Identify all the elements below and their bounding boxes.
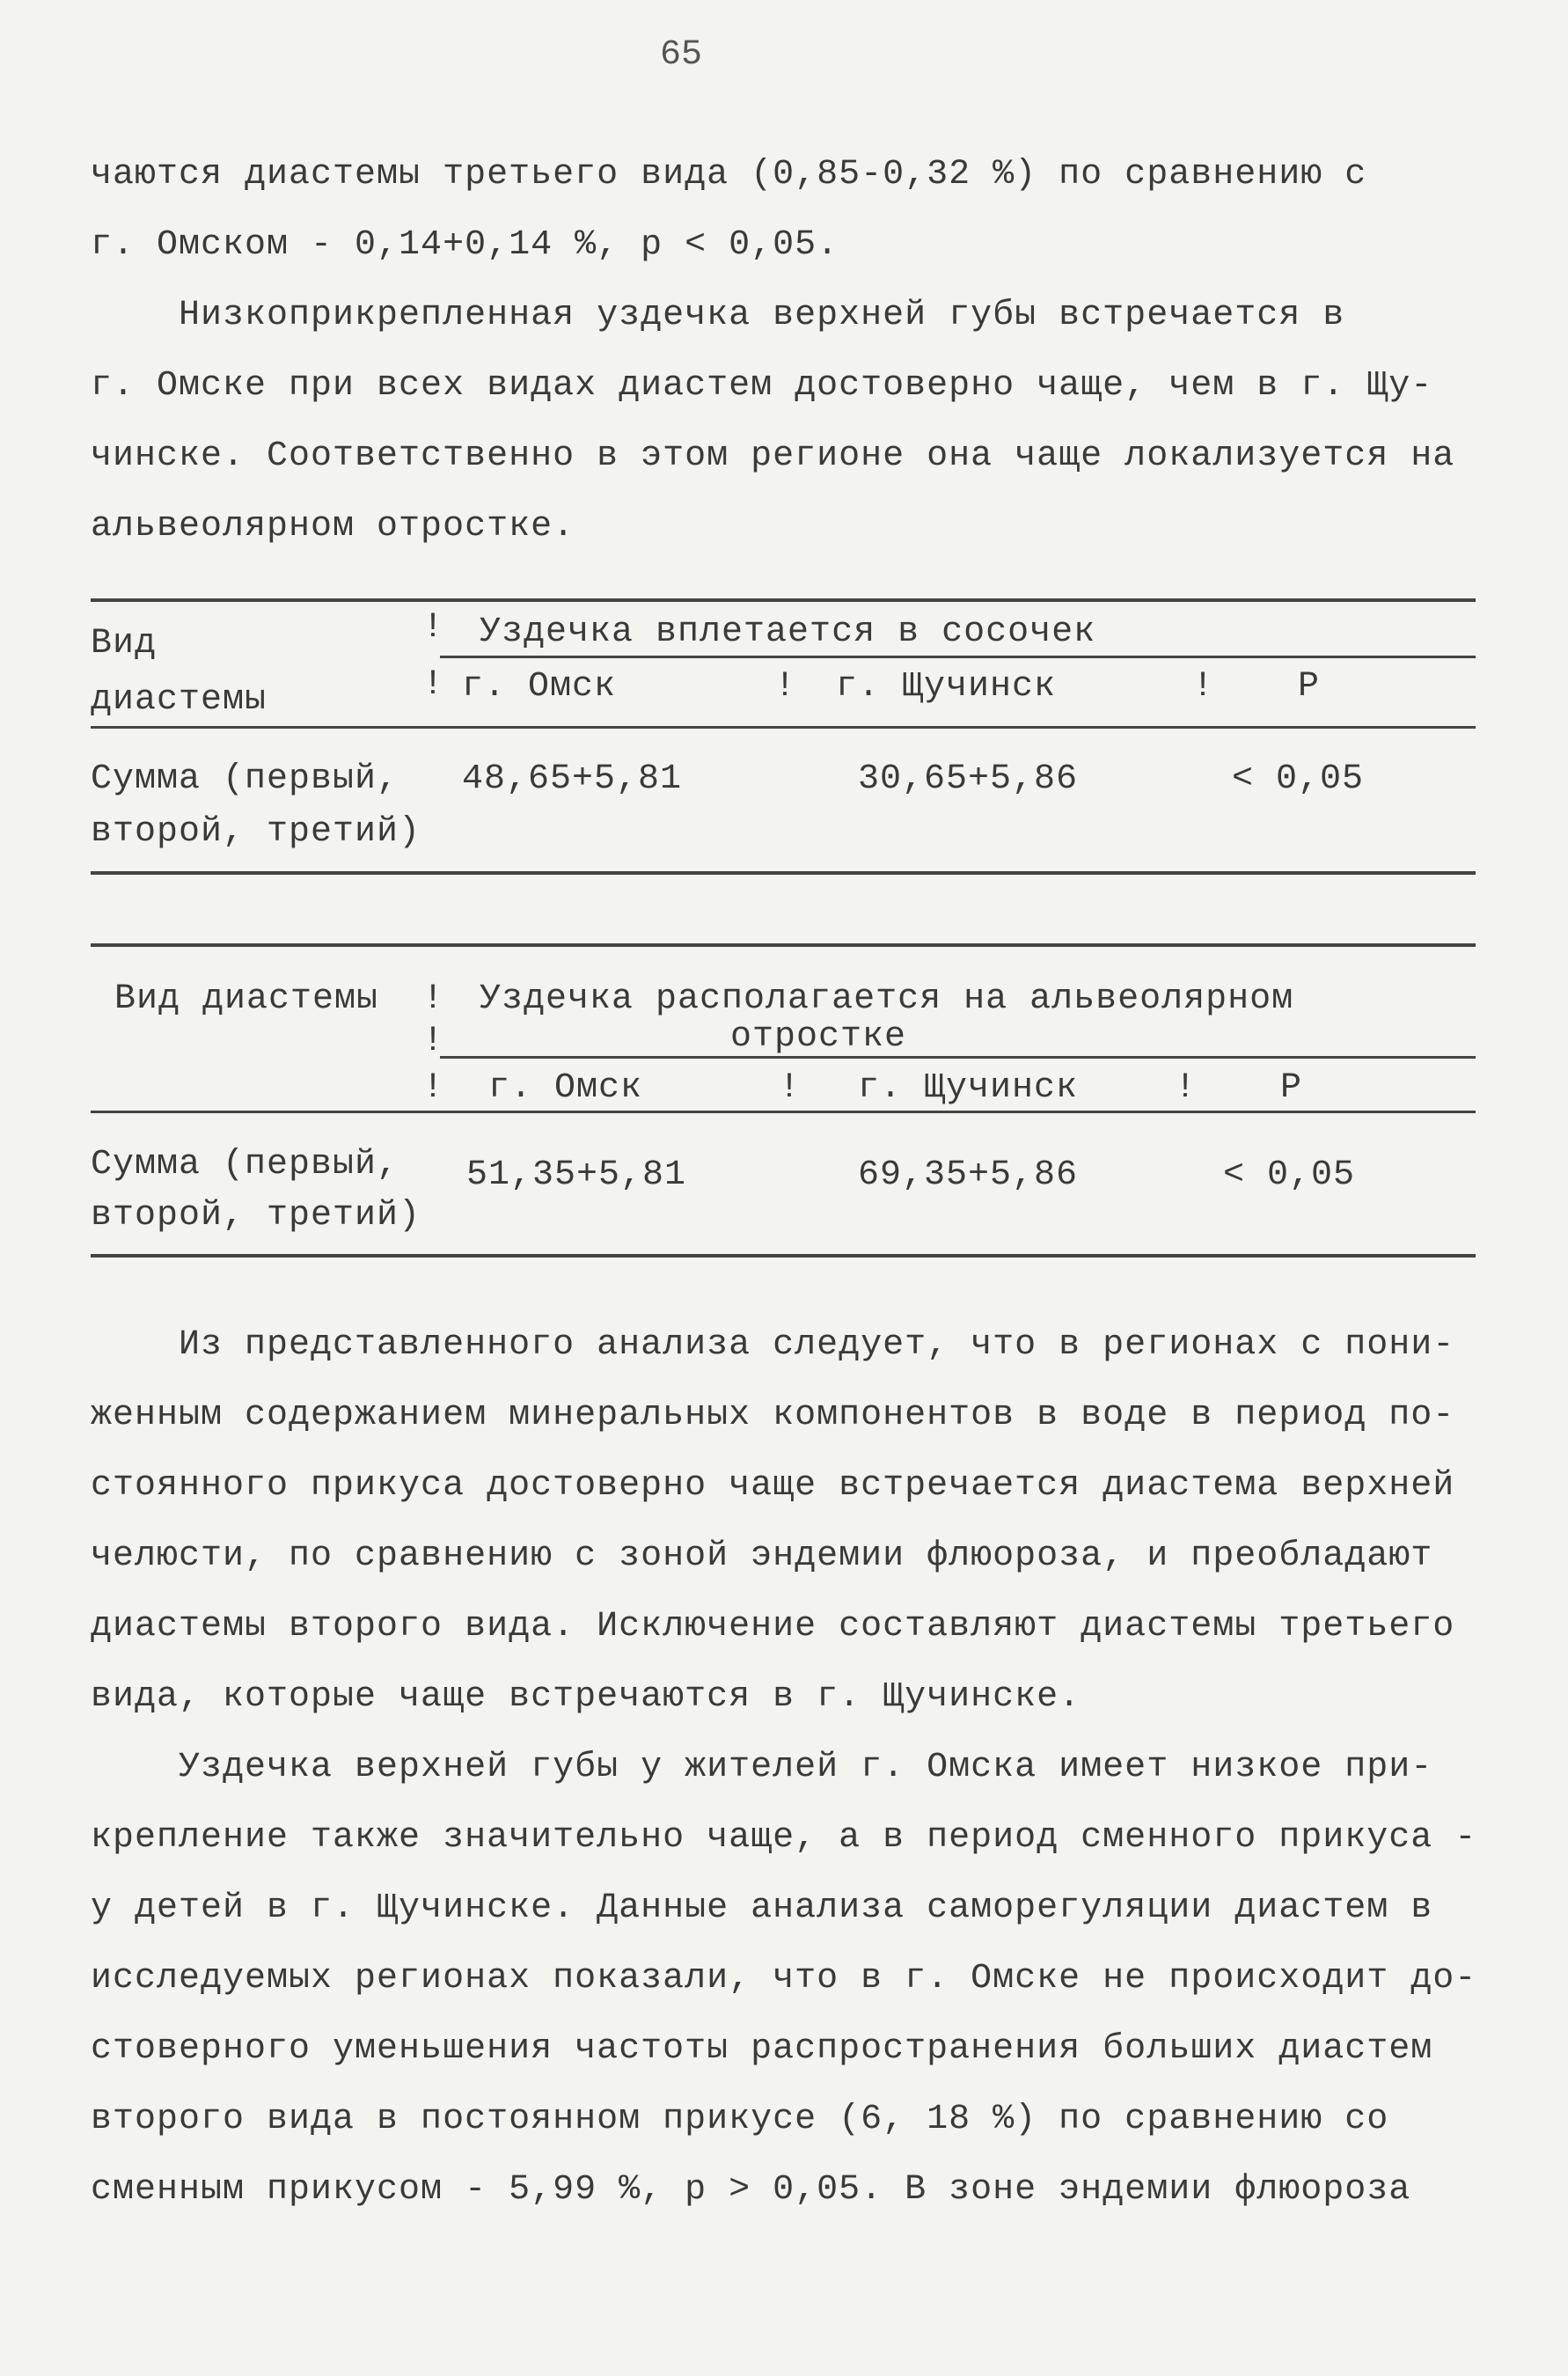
row-label-line: второй, третий)	[91, 1196, 421, 1236]
sub-header-shchuchinsk: г. Щучинск	[836, 667, 1057, 707]
text-line: г. Омском - 0,14+0,14 %, р < 0,05.	[91, 225, 839, 265]
text-line: диастемы второго вида. Исключение составляют диастемы третьего	[91, 1607, 1455, 1646]
col-header: Вид диастемы	[114, 979, 379, 1019]
text-line: второго вида в постоянном прикусе (6, 18 %) по сравнению со	[91, 2100, 1389, 2139]
sub-header-shchuchinsk: г. Щучинск	[858, 1068, 1079, 1108]
table-top-rule	[91, 943, 1476, 947]
page-number: 65	[660, 35, 703, 75]
value-p: < 0,05	[1223, 1155, 1356, 1195]
text-line: крепление также значительно чаще, а в период сменного прикуса -	[91, 1818, 1477, 1858]
sub-header-omsk: г. Омск	[462, 667, 617, 707]
text-line: чаются диастемы третьего вида (0,85-0,32 %) по сравнению с	[91, 155, 1367, 194]
column-separator: !	[422, 1022, 444, 1061]
group-header-rule	[440, 1056, 1476, 1059]
table-top-rule	[91, 598, 1476, 602]
text-line: сменным прикусом - 5,99 %, р > 0,05. В зоне эндемии флюороза	[91, 2170, 1411, 2210]
value-shchuchinsk: 69,35+5,86	[858, 1155, 1079, 1195]
header-rule	[91, 1111, 1476, 1113]
group-header-rule	[440, 656, 1476, 658]
value-p: < 0,05	[1232, 759, 1365, 799]
text-line: женным содержанием минеральных компонентов в воде в период по-	[91, 1396, 1455, 1435]
text-line: вида, которые чаще встречаются в г. Щучинске.	[91, 1677, 1081, 1717]
value-omsk: 51,35+5,81	[466, 1155, 687, 1195]
column-separator: !	[422, 1068, 444, 1108]
text-line: стоянного прикуса достоверно чаще встречается диастема верхней	[91, 1466, 1455, 1506]
column-separator: !	[1175, 1068, 1197, 1108]
group-header: Уздечка вплетается в сосочек	[480, 612, 1096, 652]
column-separator: !	[1192, 667, 1214, 707]
sub-header-omsk: г. Омск	[488, 1068, 643, 1108]
row-label-line: второй, третий)	[91, 812, 421, 852]
column-separator: !	[774, 667, 796, 707]
row-label-line: Сумма (первый,	[91, 759, 399, 799]
column-separator: !	[422, 608, 444, 648]
text-line: Низкоприкрепленная уздечка верхней губы встречается в	[91, 296, 1345, 335]
col-header-line: Вид	[91, 624, 158, 664]
column-separator: !	[422, 979, 444, 1019]
value-shchuchinsk: 30,65+5,86	[858, 759, 1079, 799]
text-line: стоверного уменьшения частоты распространения больших диастем	[91, 2029, 1433, 2069]
header-rule	[91, 726, 1476, 729]
table-bottom-rule	[91, 871, 1476, 875]
column-separator: !	[779, 1068, 801, 1108]
text-line: челюсти, по сравнению с зоной эндемии флюороза, и преобладают	[91, 1536, 1433, 1576]
row-label-line: Сумма (первый,	[91, 1145, 399, 1184]
value-omsk: 48,65+5,81	[462, 759, 683, 799]
text-line: альвеолярном отростке.	[91, 507, 575, 546]
sub-header-p: Р	[1298, 667, 1321, 707]
col-header-line: диастемы	[91, 680, 267, 720]
text-line: г. Омске при всех видах диастем достоверно чаще, чем в г. Щу-	[91, 366, 1433, 406]
text-line: чинске. Соответственно в этом регионе она чаще локализуется на	[91, 436, 1455, 476]
text-line: у детей в г. Щучинске. Данные анализа саморегуляции диастем в	[91, 1888, 1433, 1928]
column-separator: !	[422, 665, 444, 705]
table-bottom-rule	[91, 1254, 1476, 1258]
sub-header-p: Р	[1280, 1068, 1303, 1108]
group-header-line: Уздечка располагается на альвеолярном	[480, 979, 1294, 1019]
text-line: Уздечка верхней губы у жителей г. Омска имеет низкое при-	[91, 1748, 1433, 1787]
group-header-line: отростке	[730, 1017, 907, 1057]
text-line: Из представленного анализа следует, что в регионах с пони-	[91, 1325, 1455, 1365]
text-line: исследуемых регионах показали, что в г. Омске не происходит до-	[91, 1959, 1477, 1998]
